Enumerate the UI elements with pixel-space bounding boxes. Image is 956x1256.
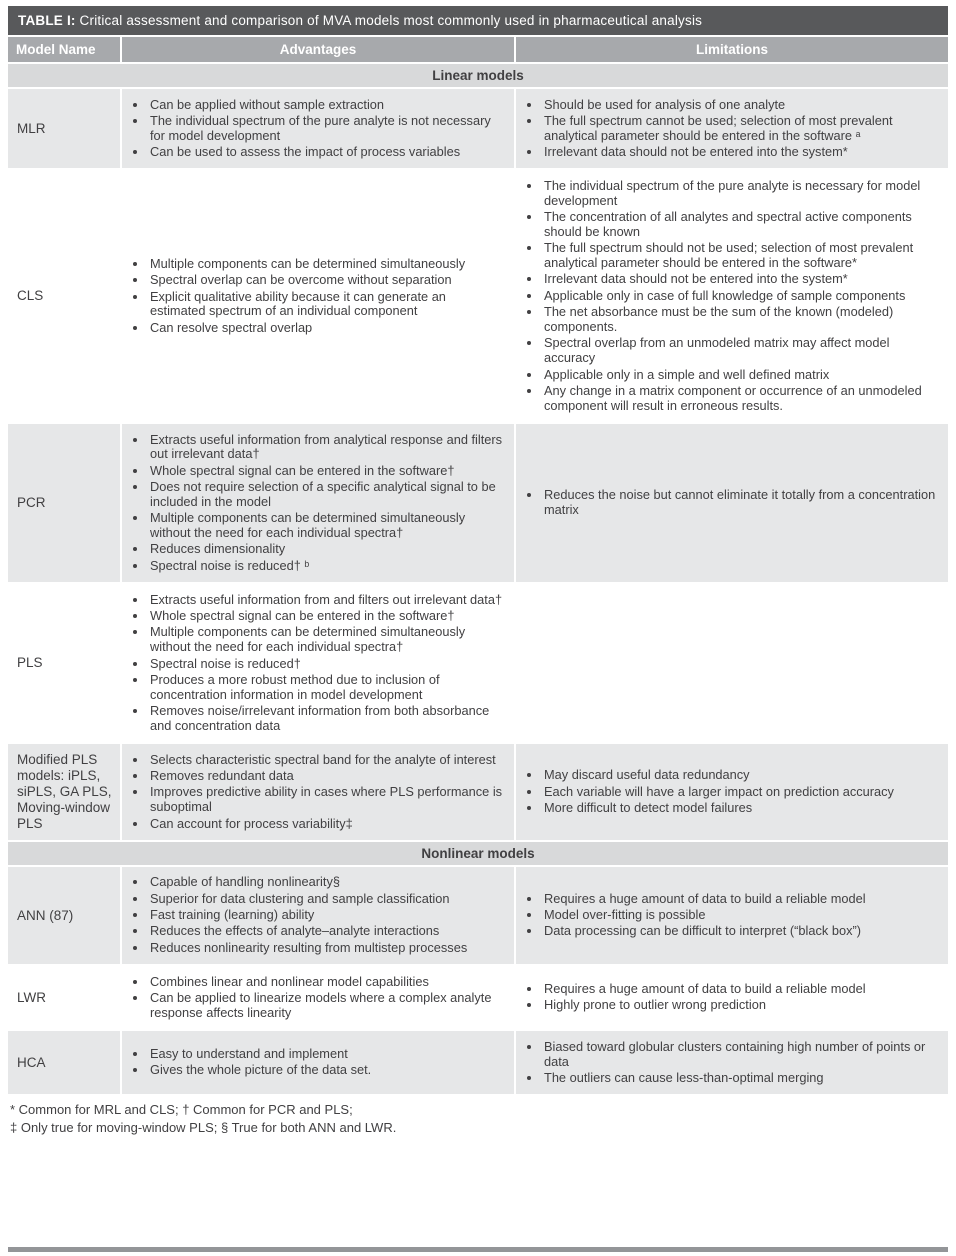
- limitations-cell: [516, 584, 948, 742]
- model-name: CLS: [8, 170, 120, 422]
- bullet-item: • Reduces nonlinearity resulting from multistep processes: [148, 941, 467, 956]
- bullet-item: • Extracts useful information from and filters out irrelevant data†: [148, 593, 504, 608]
- column-header-advantages: Advantages: [122, 37, 514, 62]
- section-header: Nonlinear models: [8, 842, 948, 865]
- bullet-item: • Spectral overlap can be overcome without separation: [148, 273, 504, 288]
- bullet-item: • The concentration of all analytes and spectral active components should be known: [542, 210, 938, 240]
- table-title-label: TABLE I:: [18, 13, 76, 28]
- bullet-item: • The full spectrum should not be used; selection of most prevalent analytical parameter should be entered in the software*: [542, 241, 938, 271]
- bullet-item: • May discard useful data redundancy: [542, 768, 894, 783]
- limitations-cell: [516, 89, 948, 168]
- advantages-cell: [122, 424, 514, 582]
- bullet-item: • The net absorbance must be the sum of the known (modeled) components.: [542, 305, 938, 335]
- bullet-item: • Spectral noise is reduced†: [148, 657, 504, 672]
- limitations-list: [528, 981, 866, 1015]
- advantages-cell: [122, 584, 514, 742]
- bullet-item: • Can resolve spectral overlap: [148, 321, 504, 336]
- model-name: ANN (87): [8, 867, 120, 964]
- bullet-item: • Biased toward globular clusters containing high number of points or data: [542, 1040, 938, 1070]
- bullet-item: • Whole spectral signal can be entered in the software†: [148, 464, 504, 479]
- bullet-item: • Applicable only in case of full knowledge of sample components: [542, 289, 938, 304]
- bullet-item: • Reduces dimensionality: [148, 542, 504, 557]
- bullet-item: • Irrelevant data should not be entered into the system*: [542, 145, 938, 160]
- bullet-item: • Multiple components can be determined simultaneously: [148, 257, 504, 272]
- advantages-list: [134, 255, 504, 337]
- limitations-cell: [516, 170, 948, 422]
- bullet-item: • Easy to understand and implement: [148, 1047, 371, 1062]
- advantages-cell: [122, 966, 514, 1029]
- advantages-cell: [122, 867, 514, 964]
- bullet-item: • Should be used for analysis of one analyte: [542, 98, 938, 113]
- bullet-item: • Any change in a matrix component or occurrence of an unmodeled component will result in erroneous results.: [542, 384, 938, 414]
- bullet-item: • Gives the whole picture of the data set.: [148, 1063, 371, 1078]
- advantages-list: [134, 751, 504, 833]
- limitations-list: [528, 767, 894, 818]
- bullet-item: • The individual spectrum of the pure analyte is necessary for model development: [542, 179, 938, 209]
- advantages-list: [134, 874, 467, 957]
- bullet-item: • Spectral noise is reduced† ᵇ: [148, 559, 504, 574]
- table-grid: [8, 37, 948, 1094]
- bullet-item: • Can account for process variability‡: [148, 817, 504, 832]
- footnote-line-2: ‡ Only true for moving-window PLS; § True for both ANN and LWR.: [10, 1119, 397, 1135]
- model-name: HCA: [8, 1031, 120, 1094]
- model-name: Modified PLS models: iPLS, siPLS, GA PLS, Moving-window PLS: [8, 744, 120, 840]
- limitations-list: [528, 890, 866, 941]
- limitations-cell: [516, 744, 948, 840]
- advantages-list: [134, 973, 504, 1022]
- column-header-limitations: Limitations: [516, 37, 948, 62]
- model-name: LWR: [8, 966, 120, 1029]
- bullet-item: • Produces a more robust method due to inclusion of concentration information in model development: [148, 673, 504, 703]
- bullet-item: • Reduces the noise but cannot eliminate it totally from a concentration matrix: [542, 488, 938, 518]
- bullet-item: • Does not require selection of a specific analytical signal to be included in the model: [148, 480, 504, 510]
- advantages-cell: [122, 170, 514, 422]
- bullet-item: • Data processing can be difficult to interpret (“black box”): [542, 924, 866, 939]
- bullet-item: • Each variable will have a larger impact on prediction accuracy: [542, 785, 894, 800]
- advantages-list: [134, 591, 504, 735]
- limitations-cell: [516, 1031, 948, 1094]
- advantages-cell: [122, 1031, 514, 1094]
- bullet-item: • Extracts useful information from analytical response and filters out irrelevant data†: [148, 433, 504, 463]
- advantages-cell: [122, 89, 514, 168]
- bullet-item: • Removes noise/irrelevant information from both absorbance and concentration data: [148, 704, 504, 734]
- section-header: Linear models: [8, 64, 948, 87]
- limitations-list: [528, 487, 938, 520]
- limitations-list: [528, 96, 938, 161]
- limitations-list: [528, 1038, 938, 1087]
- bullet-item: • Explicit qualitative ability because it can generate an estimated spectrum of an individual component: [148, 290, 504, 320]
- limitations-cell: [516, 424, 948, 582]
- bullet-item: • Irrelevant data should not be entered into the system*: [542, 272, 938, 287]
- bullet-item: • The individual spectrum of the pure analyte is not necessary for model development: [148, 114, 504, 144]
- spacer: [8, 1140, 948, 1247]
- advantages-cell: [122, 744, 514, 840]
- model-name: PCR: [8, 424, 120, 582]
- bullet-item: • Spectral overlap from an unmodeled matrix may affect model accuracy: [542, 336, 938, 366]
- bullet-item: • Can be used to assess the impact of process variables: [148, 145, 504, 160]
- bullet-item: • Combines linear and nonlinear model capabilities: [148, 975, 504, 990]
- bullet-item: • Superior for data clustering and sample classification: [148, 892, 467, 907]
- column-header-model-name: Model Name: [8, 37, 120, 62]
- model-name: PLS: [8, 584, 120, 742]
- table-title-bar: [8, 6, 948, 35]
- bullet-item: • Multiple components can be determined simultaneously without the need for each individual spectra†: [148, 625, 504, 655]
- bullet-item: • Selects characteristic spectral band for the analyte of interest: [148, 753, 504, 768]
- bullet-item: • Improves predictive ability in cases where PLS performance is suboptimal: [148, 785, 504, 815]
- bullet-item: • Highly prone to outlier wrong prediction: [542, 998, 866, 1013]
- limitations-cell: [516, 966, 948, 1029]
- bullet-item: • Multiple components can be determined simultaneously without the need for each individual spectra†: [148, 511, 504, 541]
- limitations-list: [528, 177, 938, 415]
- bullet-item: • Capable of handling nonlinearity§: [148, 875, 467, 890]
- bullet-item: • Requires a huge amount of data to build a reliable model: [542, 982, 866, 997]
- bullet-item: • Reduces the effects of analyte–analyte interactions: [148, 924, 467, 939]
- table-footnotes: [8, 1094, 948, 1140]
- advantages-list: [134, 1046, 371, 1080]
- bullet-item: • Requires a huge amount of data to build a reliable model: [542, 892, 866, 907]
- footnote-line-1: * Common for MRL and CLS; † Common for PCR and PLS;: [10, 1102, 353, 1118]
- bullet-item: • Applicable only in a simple and well defined matrix: [542, 368, 938, 383]
- bullet-item: • Whole spectral signal can be entered in the software†: [148, 609, 504, 624]
- bullet-item: • Fast training (learning) ability: [148, 908, 467, 923]
- table-title-text: Critical assessment and comparison of MVA models most commonly used in pharmaceutical analysis: [79, 13, 703, 28]
- bullet-item: • The full spectrum cannot be used; selection of most prevalent analytical parameter should be entered in the software ᵃ: [542, 114, 938, 144]
- bottom-rule: [8, 1247, 948, 1252]
- advantages-list: [134, 431, 504, 575]
- limitations-cell: [516, 867, 948, 964]
- model-name: MLR: [8, 89, 120, 168]
- bullet-item: • Model over-fitting is possible: [542, 908, 866, 923]
- advantages-list: [134, 96, 504, 161]
- bullet-item: • The outliers can cause less-than-optimal merging: [542, 1071, 938, 1086]
- bullet-item: • Removes redundant data: [148, 769, 504, 784]
- bullet-item: • More difficult to detect model failures: [542, 801, 894, 816]
- bullet-item: • Can be applied without sample extraction: [148, 98, 504, 113]
- bullet-item: • Can be applied to linearize models where a complex analyte response affects linearity: [148, 991, 504, 1021]
